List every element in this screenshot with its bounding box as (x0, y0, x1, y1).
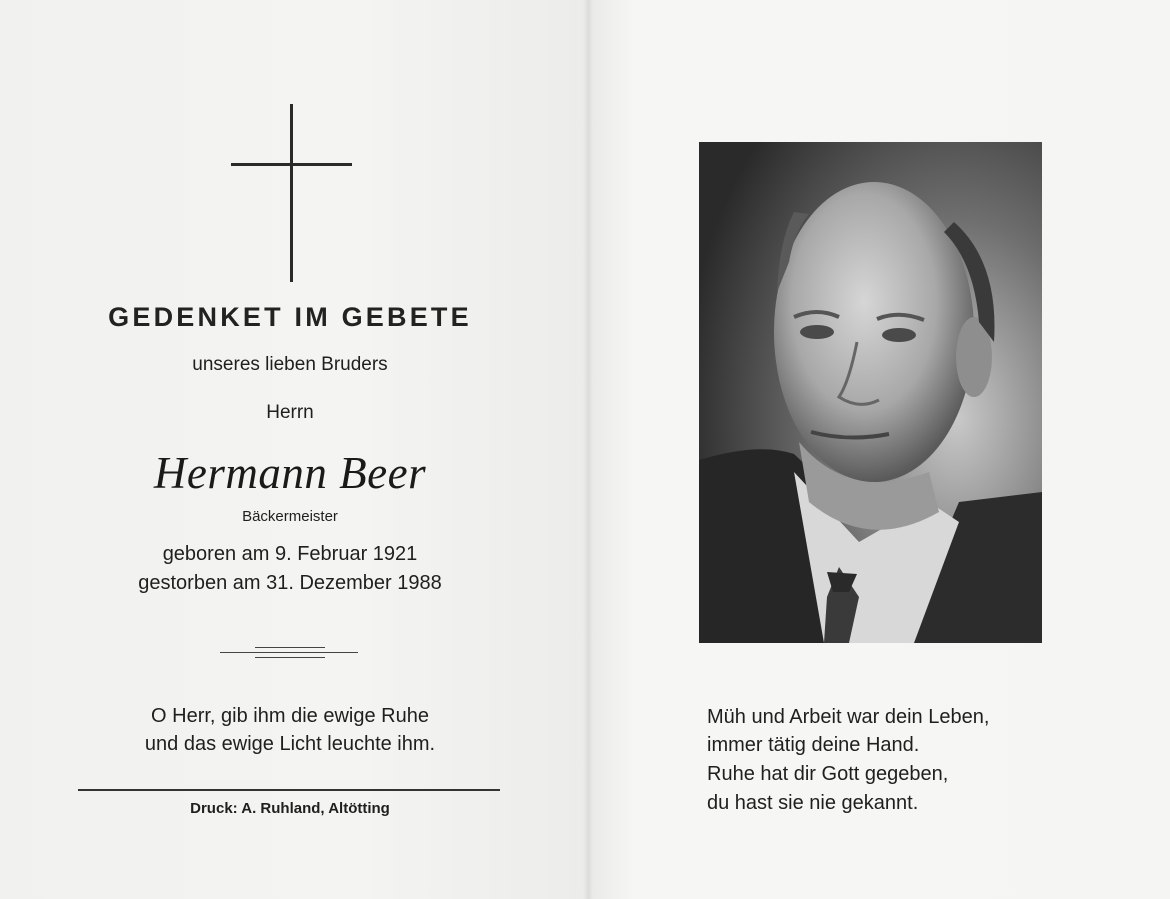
poem-line: Ruhe hat dir Gott gegeben, (707, 763, 949, 785)
prayer-line: O Herr, gib ihm die ewige Ruhe (151, 705, 429, 727)
ornament-line (220, 652, 358, 653)
portrait-photo (699, 142, 1042, 643)
poem-line: du hast sie nie gekannt. (707, 792, 919, 814)
cross-icon (290, 104, 293, 282)
ornament-line (255, 647, 325, 648)
memorial-heading: GEDENKET IM GEBETE (108, 302, 472, 332)
death-date: gestorben am 31. Dezember 1988 (138, 572, 442, 594)
divider (78, 789, 500, 791)
cross-icon-bar (231, 163, 352, 166)
poem-line: Müh und Arbeit war dein Leben, (707, 706, 990, 728)
profession: Bäckermeister (242, 508, 338, 525)
ornament-line (255, 657, 325, 658)
printer-credit: Druck: A. Ruhland, Altötting (190, 800, 390, 817)
card-fold (583, 0, 593, 899)
poem-line: immer tätig deine Hand. (707, 734, 920, 756)
prayer-line: und das ewige Licht leuchte ihm. (144, 733, 436, 755)
birth-date: geboren am 9. Februar 1921 (162, 543, 418, 565)
deceased-name: Hermann Beer (153, 448, 427, 498)
relation-text: unseres lieben Bruders (192, 354, 388, 375)
salutation: Herrn (266, 402, 314, 423)
